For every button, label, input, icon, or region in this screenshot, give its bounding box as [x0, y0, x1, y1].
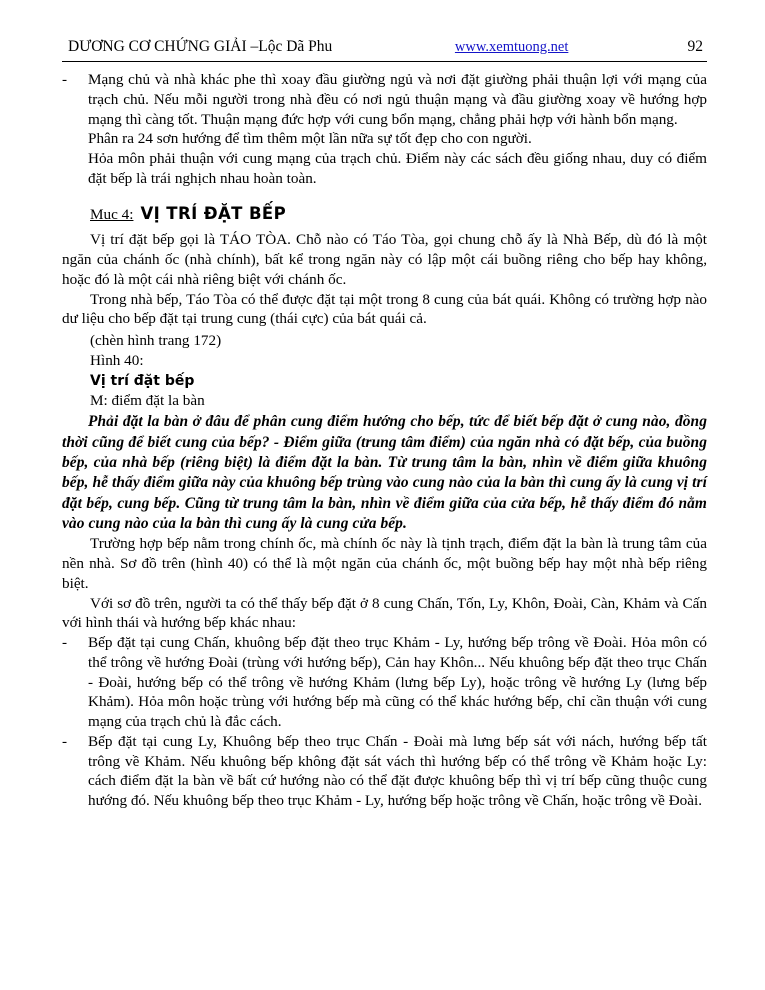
paragraph-7: Với sơ đồ trên, người ta có thể thấy bếp đặt ở 8 cung Chấn, Tốn, Ly, Khôn, Đoài, Càn, Khảm và Cấn với hình thái và hướng bếp khác nhau: — [62, 594, 707, 632]
figure-note: M: điểm đặt la bàn — [90, 391, 205, 409]
bullet-dash: - — [62, 71, 68, 88]
bullet-text: Bếp đặt tại cung Ly, Khuông bếp theo trục Chấn - Đoài mà lưng bếp sát với nách, hướng bếp tất trông về Khảm. Nếu khuông bếp không đặt sát vách thì hướng bếp có thể trông về Khảm hoặc Ly: cách điểm đặt la bàn về bất cứ hướng nào có thể đặt được khuông bếp thì vị trí bếp cũng thuộc cung hướng đó. Nếu khuông bếp theo trục Khảm - Ly, hướng bếp hoặc trông về Chấn, hoặc trông về Đoài. — [88, 732, 707, 810]
paragraph-1: Phân ra 24 sơn hướng để tìm thêm một lần nữa sự tốt đẹp cho con người. — [88, 130, 532, 148]
bullet-text: Mạng chủ và nhà khác phe thì xoay đầu giường ngủ và nơi đặt giường phải thuận lợi với mạng của trạch chủ. Nếu mỗi người trong nhà đều có nơi ngủ thuận mạng và đầu giường xoay về hướng hợp mạng thì càng tốt. Thuận mạng đức hợp với cung bổn mạng, chẳng phải hợp với hành bổn mạng. — [88, 71, 707, 128]
figure-block — [62, 331, 707, 410]
header-website-link[interactable]: www.xemtuong.net — [454, 39, 569, 55]
page-header — [62, 38, 707, 59]
paragraph-6: Trường hợp bếp nằm trong chính ốc, mà chính ốc này là tịnh trạch, điểm đặt la bàn là trung tâm của nền nhà. Sơ đồ trên (hình 40) có thể là một ngăn của chánh ốc, một buồng bếp hay một nhà bếp riêng biệt. — [62, 535, 707, 592]
bullet-item — [62, 732, 707, 811]
paragraph-3: Vị trí đặt bếp gọi là TÁO TÒA. Chỗ nào có Táo Tòa, gọi chung chỗ ấy là Nhà Bếp, dù đó là một ngăn của chánh ốc (nhà chính), bất kể trong ngăn này có lập một cái buồng riêng cho bếp hay không, hoặc đó là một cái nhà riêng biệt với chánh ốc. — [62, 231, 707, 288]
figure-insert-note: (chèn hình trang 172) — [90, 332, 222, 349]
header-page-number: 92 — [687, 38, 703, 55]
figure-label: Hình 40: — [90, 351, 144, 369]
figure-caption: Vị trí đặt bếp — [90, 372, 195, 389]
header-book-title: DƯƠNG CƠ CHỨNG GIẢI –Lộc Dã Phu — [68, 38, 333, 55]
section-number: Muc 4: — [90, 205, 134, 223]
paragraph-4: Trong nhà bếp, Táo Tòa có thể được đặt tại một trong 8 cung của bát quái. Không có trường hợp nào dư liệu cho bếp đặt tại trung cung (thái cực) của bát quái cả. — [62, 290, 707, 328]
paragraph-2: Hỏa môn phải thuận với cung mạng của trạch chủ. Điểm này các sách đều giống nhau, duy có điểm đặt bếp là trái nghịch nhau hoàn toàn. — [88, 150, 707, 187]
bullet-item — [62, 633, 707, 732]
section-title: VỊ TRÍ ĐẶT BẾP — [140, 203, 287, 223]
bullet-dash: - — [62, 634, 68, 652]
emphasized-paragraph: Phải đặt la bàn ở đâu để phân cung điểm hướng cho bếp, tức để biết bếp đặt ở cung nào, đồng thời cũng để biết cung của bếp? - Điểm giữa (trung tâm điểm) của ngăn nhà có đặt bếp, của buồng bếp, của nhà bếp (riêng biệt) là điểm đặt la bàn. Từ trung tâm la bàn, nhìn về điểm giữa khuông bếp, hễ thấy điểm giữa này của khuông bếp trùng vào cung nào của la bàn thì cung ấy là cung vị trí đặt bếp, cung bếp. Cũng từ trung tâm la bàn, nhìn về điểm giữa của cửa bếp, hễ thấy điểm đó nằm vào cung nào của la bàn thì cung ấy là cung cửa bếp. — [62, 413, 707, 533]
header-divider — [62, 61, 707, 62]
document-body — [62, 70, 707, 811]
bullet-dash: - — [62, 732, 68, 750]
bullet-text: Bếp đặt tại cung Chấn, khuông bếp đặt theo trục Khảm - Ly, hướng bếp trông về Đoài. Hỏa môn có thể trông về hướng Đoài (trùng với hướng bếp), Cản hay Khôn... Nếu khuông bếp đặt theo trục Chấn - Đoài, hướng bếp có thể trông về hướng Khảm (lưng bếp Ly), hoặc trông về hướng Ly (lưng bếp Khảm). Hỏa môn hoặc trùng với hướng bếp mà cũng có thể khác hướng bếp, chỉ cần thuận với cung mạng của trạch chủ là đắc cách. — [88, 634, 707, 731]
bullet-item — [62, 70, 707, 129]
section-heading — [62, 203, 707, 225]
